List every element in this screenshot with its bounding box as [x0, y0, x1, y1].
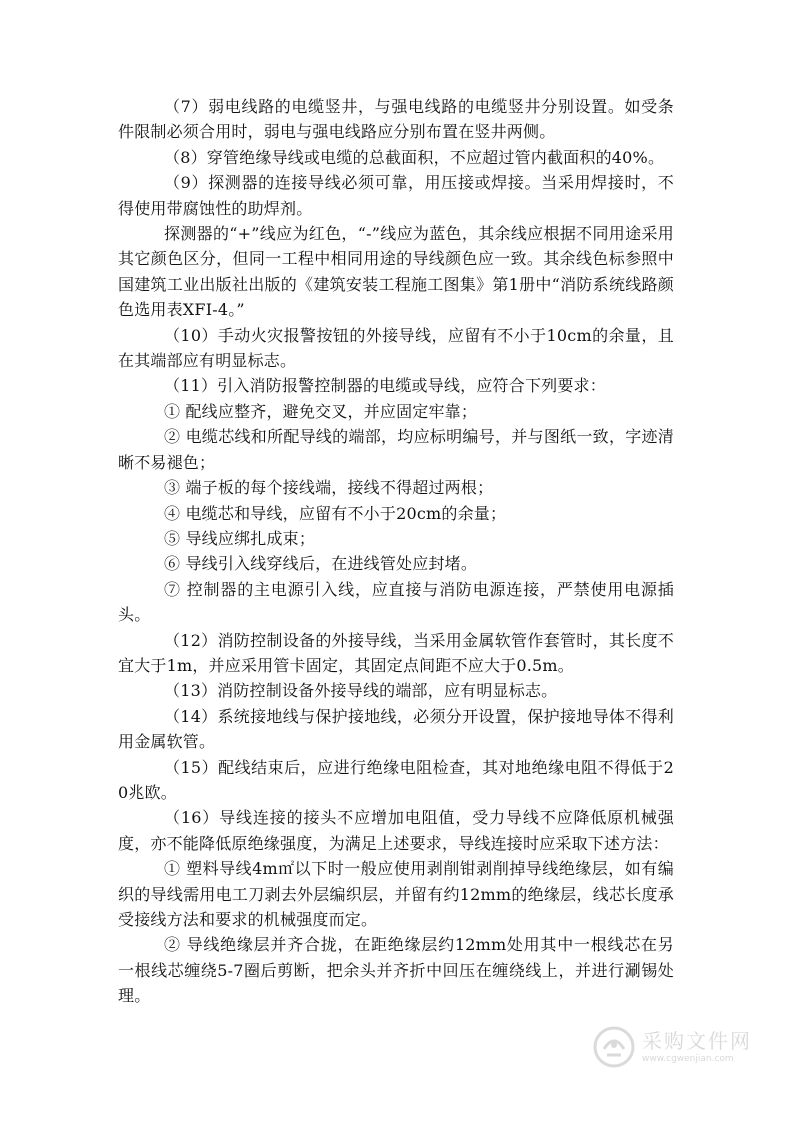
list-item-16-1: ① 塑料导线4m㎡以下时一般应使用剥削钳剥削掉导线绝缘层，如有编织的导线需用电工刀剥去外层编织层，并留有约12mm的绝缘层，线芯长度承受接线方法和要求的机械强度而定。 — [118, 859, 674, 929]
paragraph-16: （16）导线连接的接头不应增加电阻值，受力导线不应降低原机械强度，亦不能降低原绝缘强度，为满足上述要求，导线连接时应采取下述方法： — [118, 808, 674, 853]
paragraph-15: （15）配线结束后，应进行绝缘电阻检查，其对地绝缘电阻不得低于20兆欧。 — [118, 757, 674, 802]
paragraph-13: （13）消防控制设备外接导线的端部，应有明显标志。 — [164, 681, 558, 701]
paragraph-10: （10）手动火灾报警按钮的外接导线，应留有不小于10cm的余量，且在其端部应有明显标志。 — [118, 325, 674, 371]
paragraph-14: （14）系统接地线与保护接地线，必须分开设置，保护接地导体不得利用金属软管。 — [118, 706, 674, 752]
list-item-11-5: ⑤ 导线应绑扎成束； — [164, 528, 316, 548]
list-item-11-7: ⑦ 控制器的主电源引入线，应直接与消防电源连接，严禁使用电源插头。 — [118, 579, 674, 625]
watermark-name: 采购文件网 — [642, 1029, 752, 1053]
list-item-11-1: ① 配线应整齐，避免交叉，并应固定牢靠； — [164, 401, 478, 421]
paragraph-11: （11）引入消防报警控制器的电缆或导线，应符合下列要求： — [164, 376, 606, 396]
paragraph-8: （8）穿管绝缘导线或电缆的总截面积，不应超过管内截面积的40%。 — [164, 147, 665, 167]
watermark-url: www.cgwenjian.com — [642, 1054, 734, 1064]
list-item-11-2: ② 电缆芯线和所配导线的端部，均应标明编号，并与图纸一致，字迹清晰不易褪色； — [118, 427, 674, 472]
list-item-16-2: ② 导线绝缘层并齐合拢，在距绝缘层约12mm处用其中一根线芯在另一根线芯缠绕5-7圈后剪断，把余头并齐折中回压在缠绕线上，并进行涮锡处理。 — [118, 935, 674, 1006]
watermark-logo-icon — [592, 1025, 636, 1069]
paragraph-7: （7）弱电线路的电缆竖井，与强电线路的电缆竖井分别设置。如受条件限制必须合用时，弱电与强电线路应分别布置在竖井两侧。 — [118, 97, 674, 142]
list-item-11-3: ③ 端子板的每个接线端，接线不得超过两根； — [164, 478, 494, 498]
paragraph-9: （9）探测器的连接导线必须可靠，用压接或焊接。当采用焊接时，不得使用带腐蚀性的助焊剂。 — [118, 173, 674, 218]
watermark — [592, 1022, 762, 1072]
document-body — [118, 94, 674, 1009]
list-item-11-6: ⑥ 导线引入线穿线后，在进线管处应封堵。 — [164, 554, 478, 574]
paragraph-12: （12）消防控制设备的外接导线，当采用金属软管作套管时，其长度不宜大于1m，并应采用管卡固定，其固定点间距不应大于0.5m。 — [118, 630, 674, 675]
paragraph-detector-colors: 探测器的“+”线应为红色，“-”线应为蓝色，其余线应根据不同用途采用其它颜色区分，但同一工程中相同用途的导线颜色应一致。其余线色标参照中国建筑工业出版社出版的《建筑安装工程施工图集》第1册中“消防系统线路颜色选用表XFI-4。” — [118, 224, 674, 320]
list-item-11-4: ④ 电缆芯和导线，应留有不小于20cm的余量； — [164, 503, 507, 523]
